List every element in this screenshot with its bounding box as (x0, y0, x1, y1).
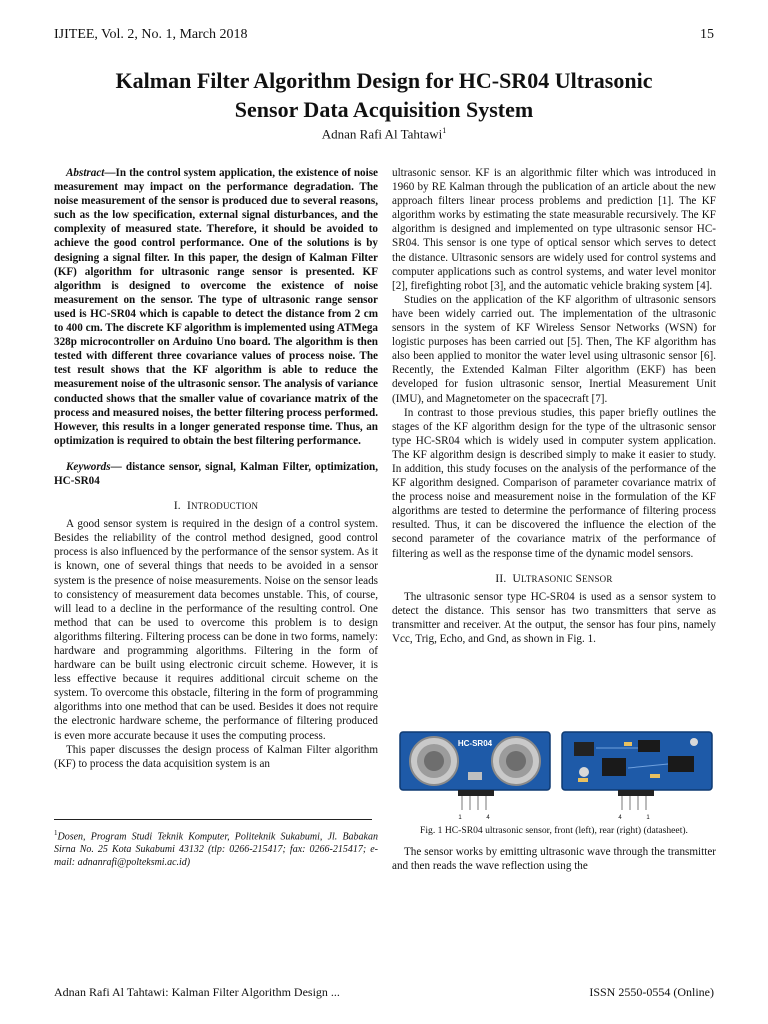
section-title-rest: NTRODUCTION (190, 501, 259, 512)
paper-title (40, 66, 728, 124)
author-line (0, 126, 768, 142)
right-column-continued (392, 845, 716, 873)
journal-header: IJITEE, Vol. 2, No. 1, March 2018 (54, 27, 248, 42)
sensor-paragraph: The ultrasonic sensor type HC-SR04 is used as a sensor system to detect the distance. This sensor has two transmitters that serve as transmitter and receiver. At the output, the sensor has four pins, namely Vcc, Trig, Echo, and Gnd, as shown in Fig. 1. (392, 590, 716, 645)
intro-paragraph-2: This paper discusses the design process of Kalman Filter algorithm (KF) to process the data acquisition system is an (54, 743, 378, 770)
front-pin-4: 4 (486, 815, 490, 820)
right-paragraph-2: Studies on the application of the KF algorithm of ultrasonic sensors have been widely carried out. The implementation of the ultrasonic sensors in the system of KF Wireless Sensor Networks (WSN) for logistic purposes has been carried out [5]. Then, The KF algorithm has also been applied to monitor the water level using ultrasonic sensor [6]. Recently, the Extended Kalman Filter algorithm (EKF) has been developed for fusion ultrasonic sensor, Inertial Measurement Unit (IMU), and Magnetometer on the spacecraft [7]. (392, 293, 716, 405)
keywords (54, 460, 378, 488)
section-title-rest-2: ENSOR (582, 573, 613, 584)
title-line-1: Kalman Filter Algorithm Design for HC-SR04 Ultrasonic (115, 68, 653, 93)
figure-hc-sr04 (398, 728, 716, 820)
section-numeral: II. (495, 572, 507, 585)
section-numeral: I. (173, 500, 181, 513)
footnote-mark: 1 (54, 829, 58, 837)
section-heading-introduction (54, 499, 378, 513)
footer-citation: Adnan Rafi Al Tahtawi: Kalman Filter Algorithm Design ... (54, 985, 340, 999)
title-line-2: Sensor Data Acquisition System (234, 97, 534, 122)
front-board-label: HC-SR04 (457, 739, 493, 748)
section-title-first: U (512, 572, 521, 585)
sensor-front-view (400, 732, 550, 820)
right-column (392, 166, 716, 646)
page-number: 15 (700, 27, 714, 42)
figure-caption: Fig. 1 HC-SR04 ultrasonic sensor, front (left), rear (right) (datasheet). (420, 825, 688, 836)
keywords-text: — distance sensor, signal, Kalman Filter, optimization, HC-SR04 (54, 460, 378, 487)
section-title-rest: LTRASONIC (520, 573, 573, 584)
section-title-first-2: S (575, 572, 583, 585)
right-paragraph-3: In contrast to those previous studies, this paper briefly outlines the stages of the KF algorithm design for the type of the ultrasonic sensor type HC-SR04 which is widely used in computer system application. The KF algorithm design is described simply to make it easier to study. In addition, this study focuses on the analysis of the performance of the KF algorithm designed. Comparison of parameter covariance matrix of the process noise and measurement noise in the formulation of the KF algorithms are tested to determine the performance of filtering process resulted. Thus, it can be discovered the influence the election of the second parameter of the covariance matrix of the performance of filtering as well as the response time of the dynamic model sensors. (392, 406, 716, 560)
abstract-text: —In the control system application, the existence of noise measurement may impact on the performance degradation. The noise measurement of the sensor is produced due to several reasons, such as the low specification, external signal disturbances, and the complexity of measured state. Therefore, it should be avoided to achieve the good control performance. One of the solutions is by designing a signal filter. In this paper, the design of Kalman Filter (KF) algorithm for ultrasonic range sensor is presented. KF algorithm is designed to overcome the existence of noise measurement on the sensor. The type of ultrasonic range sensor used is HC-SR04 which is capable to detect the distance from 2 cm to 400 cm. The discrete KF algorithm is implemented using ATMega 328p microcontroller on Arduino Uno board. The algorithm is then tested with different three covariance values of process noise. The test result shows that the KF algorithm is able to reduce the measurement noise of the ultrasonic sensor. The analysis of variance conducted shows that the smaller value of covariance matrix of the process and measured noises, the better filtering process performed. However, this results in a longer generated response time. Thus, an optimization is required to obtain the best filtering performance. (54, 167, 378, 447)
front-pin-1: 1 (458, 815, 462, 820)
sensor-rear-view (562, 732, 712, 820)
footnote-divider (54, 819, 372, 820)
intro-paragraph-1: A good sensor system is required in the design of a control system. Besides the reliability of the control method designed, good control process is also influenced by the performance of the sensor system. As it is known, one of several things that needs to be avoided in a sensor system is the presence of noise measurements. Noise on the sensor leads to consistency of measurement data becomes unstable. This, of course, will lead to a decline in the performance of the resulting control. One method that can be used to overcome this problem is to design algorithms filtering. Filtering process can be done in two forms, namely: hardware and programming algorithms. Filtering in the form of hardware can be built using electronic circuit scheme. However, it is less effective because it requires additional circuit scheme on the system. To overcome this obstacle, filtering in the form of programming algorithms into one method that can be used. Besides it does not require the electronic hardware scheme, the performance of filtering produced is even more accurate because it uses the computing process. (54, 518, 378, 742)
author-affiliation-mark: 1 (442, 126, 447, 135)
right-paragraph-1: ultrasonic sensor. KF is an algorithmic filter which was introduced in 1960 by RE Kalman through the publication of an article about the new approach filters linear process problems and prediction [1]. The KF algorithm works by estimating the state measurable recursively. The KF algorithm is designed and implemented on type ultrasonic sensor HC-SR04. This sensor is one type of optical sensor which serves to detect the distance. Ultrasonic sensors are widely used for control systems and computer applications such as control systems, and water level monitor [2], firefighting robot [3], and the automatic vehicle braking system [4]. (392, 167, 716, 292)
abstract (54, 166, 378, 448)
left-column (54, 166, 378, 771)
hc-sr04-sensor-image (398, 728, 716, 820)
footnote (54, 827, 378, 869)
section-title-first: I (186, 500, 191, 513)
section-heading-ultrasonic-sensor (392, 572, 716, 586)
sensor-working-paragraph: The sensor works by emitting ultrasonic wave through the transmitter and then reads the wave reflection using the (392, 846, 716, 873)
author-name: Adnan Rafi Al Tahtawi (321, 126, 443, 142)
rear-pin-1: 1 (646, 815, 650, 820)
abstract-lead: Abstract (66, 167, 105, 179)
footnote-text: Dosen, Program Studi Teknik Komputer, Politeknik Sukabumi, Jl. Babakan Sirna No. 25 Kota Sukabumi 43132 (tlp: 0266-215417; fax: 0266-215417; e-mail: adnanrafi@polteksmi.ac.id) (54, 831, 378, 869)
rear-pin-4: 4 (618, 815, 622, 820)
footer-issn: ISSN 2550-0554 (Online) (589, 985, 714, 999)
keywords-lead: Keywords (66, 460, 111, 473)
